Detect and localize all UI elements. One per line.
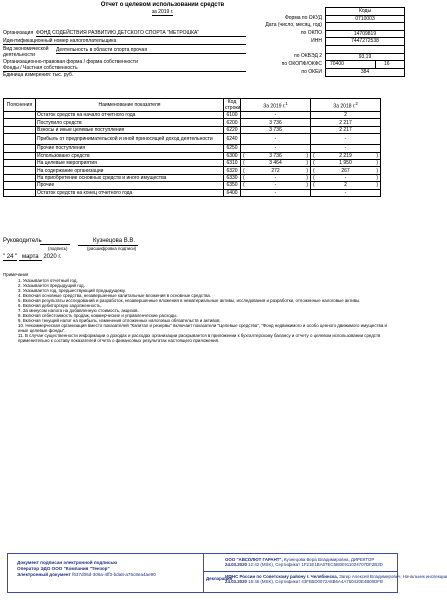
row-name: Поступило средств xyxy=(36,119,224,126)
row-value-1: ( 3 736 ) xyxy=(241,152,311,159)
row-name: Прочие xyxy=(36,182,224,189)
row-value-1: - xyxy=(241,145,311,152)
legal-form-2: Фонды / Частная собственность xyxy=(3,65,246,72)
funds-table xyxy=(3,98,381,197)
okpo-label: по ОКПО xyxy=(300,30,322,36)
row-value-1: 3 736 xyxy=(241,119,311,126)
row-code: 6330 xyxy=(224,174,241,181)
row-value-2: ( 267 ) xyxy=(311,167,381,174)
declaration-label: Декларация xyxy=(206,576,233,581)
col-code: Код строки xyxy=(225,99,241,111)
col-name: Наименование показателя xyxy=(36,99,224,112)
org-label: Организация xyxy=(3,30,34,36)
note-item: 7. За минусом налога на добавленную стоимость, акцизов. xyxy=(18,308,139,313)
table-row xyxy=(4,152,381,159)
activity-label-2: деятельности xyxy=(3,52,35,58)
table-row xyxy=(4,112,381,119)
row-name: Прочие поступления xyxy=(36,145,224,152)
legal-form-1: Организационно-правовая форма / форма собственности xyxy=(3,59,138,65)
row-value-2: - xyxy=(311,145,381,152)
esign-line-3: Электронный документ f637d06d-306a-4ff3-bda8-a75c8ea4ae90 xyxy=(17,572,156,577)
code-okud: 0710003 xyxy=(326,16,404,24)
table-row xyxy=(4,174,381,181)
note-item: 8. Включая себестоимость продаж, коммерческие и управленческие расходы. xyxy=(18,313,178,318)
code-date xyxy=(326,23,404,31)
row-code: 6310 xyxy=(224,159,241,166)
notes-cell xyxy=(4,152,36,159)
note-item: 1. Указывается отчетный год. xyxy=(18,278,78,283)
okud-label: Форма по ОКУД xyxy=(284,15,322,21)
row-name: Остаток средств на конец отчетного года xyxy=(36,189,224,196)
row-value-1: 3 736 xyxy=(241,126,311,133)
row-code: 6200 xyxy=(224,119,241,126)
inn-text: Идентификационный номер налогоплательщика xyxy=(3,38,246,45)
col-year-2: За 2018 г.$^2$ xyxy=(311,99,381,112)
row-value-1: - xyxy=(241,134,311,145)
row-value-1: ( - ) xyxy=(241,182,311,189)
code-okpo: 14709819 xyxy=(326,31,404,39)
row-code: 6320 xyxy=(224,167,241,174)
notes-list xyxy=(18,278,388,343)
note-item: 2. Указывается предыдущий год. xyxy=(18,283,85,288)
code-okved: 93.19 xyxy=(326,54,404,62)
notes-cell xyxy=(4,182,36,189)
okopf-code: 70400 xyxy=(330,61,344,68)
row-value-1: ( - ) xyxy=(241,174,311,181)
okved-label: по ОКВЭД 2 xyxy=(294,53,322,59)
row-code: 6300 xyxy=(224,152,241,159)
row-value-2: ( - ) xyxy=(311,174,381,181)
notes-cell xyxy=(4,189,36,196)
signer-name: Кузнецова В.В. xyxy=(78,238,138,246)
note-item: 10. Некоммерческая организация вместо показателей "Капитал и резервы" включает показатели "Целевые средства", "Фонд недвижимого и особо ценного движимого имущества и иные целевые фонды". xyxy=(18,323,387,333)
row-value-2: - xyxy=(311,134,381,145)
notes-cell xyxy=(4,159,36,166)
note-item: 3. Указывается год, предшествующий предыдущему. xyxy=(18,288,126,293)
notes-cell xyxy=(4,134,36,145)
table-row xyxy=(4,182,381,189)
row-name: Остаток средств на начало отчетного года xyxy=(36,112,224,119)
code-inn: 7447272538 xyxy=(326,38,404,46)
sign-date: " 24 " марта 2020 г. xyxy=(3,254,62,260)
unit-label: Единица измерения: тыс. руб. xyxy=(3,72,74,78)
row-code: 6250 xyxy=(224,145,241,152)
table-row xyxy=(4,126,381,133)
row-value-2: ( 2 ) xyxy=(311,182,381,189)
codes-header: Коды xyxy=(326,8,404,16)
row-code: 6350 xyxy=(224,182,241,189)
esign-signer-2: Декларация ИФНС России по Советскому району г. Челябинска, Загер Алексей Владимирович, Начальник инспекции 24.03.2020 15:46 (MSK), Сертификат 43FB5D0072A8B6A4A760420E4B00DFB xyxy=(206,574,447,585)
row-value-2: 2 217 xyxy=(311,126,381,133)
table-row xyxy=(4,134,381,145)
table-row xyxy=(4,167,381,174)
note-item: 9. Включая текущий налог на прибыль, изменения отложенных налоговых обязательств и активов. xyxy=(18,318,221,323)
row-name: Взносы и иные целевые поступления xyxy=(36,126,224,133)
row-value-2: 2 xyxy=(311,112,381,119)
note-item: 11. В случае существенности информации о доходах и расходах организации раскрывается в приложении к бухгалтерскому балансу и отчету о целевом использовании средств применительно к составу показателей отчета о финансовых результатах настоящего приложения. xyxy=(18,333,381,343)
notes-cell xyxy=(4,112,36,119)
row-name: На целевые мероприятия xyxy=(36,159,224,166)
inn-label: ИНН xyxy=(311,38,322,44)
esign-signers xyxy=(204,554,447,592)
table-row xyxy=(4,119,381,126)
row-name: Прибыль от предпринимательской и иной приносящей доход деятельности xyxy=(36,134,224,145)
org-name: ФОНД СОДЕЙСТВИЯ РАЗВИТИЮ ДЕТСКОГО СПОРТА "МЕТРОШКА" xyxy=(36,30,246,37)
row-value-2: ( 1 950 ) xyxy=(311,159,381,166)
notes-title: Примечания xyxy=(3,272,29,277)
report-period: за 2019 г. xyxy=(151,9,174,15)
notes-cell xyxy=(4,167,36,174)
notes-cell xyxy=(4,174,36,181)
report-title: Отчет о целевом использовании средств xyxy=(100,2,225,8)
row-value-2: ( 2 219 ) xyxy=(311,152,381,159)
okopf-label: по ОКОПФ/ОКФС xyxy=(281,61,322,67)
esign-signer-1: ООО "АВСОЛЮТ ГАРАНТ", Кузнецова Вера Владимировна, ДИРЕКТОР 24.03.2020 12:42 (MSK), Сертификат 1F21E1BA07EC5B0E911024707DF2B3D xyxy=(204,554,397,572)
row-name: Использовано средств xyxy=(36,152,224,159)
note-item: 4. Включая основные средства, незавершенные капитальные вложения в основные средства. xyxy=(18,293,212,298)
row-code: 6100 xyxy=(224,112,241,119)
row-code: 6240 xyxy=(224,134,241,145)
codes-box xyxy=(325,7,405,77)
table-row xyxy=(4,159,381,166)
okfs-code: 16 xyxy=(384,61,390,68)
decode-caption: (расшифровка подписи) xyxy=(87,246,137,251)
table-header-row xyxy=(4,99,381,112)
esign-box xyxy=(7,553,447,593)
row-name: На приобретение основных средств и иного имущества xyxy=(36,174,224,181)
row-value-2: 2 217 xyxy=(311,119,381,126)
activity-label-1: Вид экономической xyxy=(3,46,49,52)
note-item: 5. Включая результаты исследований и разработок, незавершенные вложения в нематериальные активы, исследования и разработки, отложенные налоговые активы. xyxy=(18,298,361,303)
row-name: На содержание организации xyxy=(36,167,224,174)
esign-line-2: Оператор ЭДО ООО "Компания "Тензор" xyxy=(17,566,110,571)
row-value-1: ( 3 464 ) xyxy=(241,159,311,166)
code-okopf xyxy=(326,61,404,69)
esign-line-1: Документ подписан электронной подписью xyxy=(17,560,118,565)
notes-cell xyxy=(4,126,36,133)
row-value-1: ( 272 ) xyxy=(241,167,311,174)
row-value-1: - xyxy=(241,112,311,119)
date-label: Дата (число, месяц, год) xyxy=(265,22,322,28)
signature-line xyxy=(40,244,70,245)
col-year-1: За 2019 г.$^1$ xyxy=(241,99,311,112)
table-row xyxy=(4,145,381,152)
signer-role: Руководитель xyxy=(3,238,42,244)
row-value-2: - xyxy=(311,189,381,196)
activity-value: Деятельность в области спорта прочая xyxy=(56,47,246,54)
row-code: 6400 xyxy=(224,189,241,196)
sign-caption: (подпись) xyxy=(48,246,68,251)
row-code: 6220 xyxy=(224,126,241,133)
row-value-1: - xyxy=(241,189,311,196)
code-blank xyxy=(326,46,404,54)
col-notes: Пояснения xyxy=(4,99,36,112)
okei-label: по ОКЕИ xyxy=(301,69,322,75)
esign-info xyxy=(8,554,204,592)
code-okei: 384 xyxy=(360,68,370,75)
note-item: 6. Включая дебиторскую задолженность. xyxy=(18,303,102,308)
notes-cell xyxy=(4,145,36,152)
notes-cell xyxy=(4,119,36,126)
table-row xyxy=(4,189,381,196)
